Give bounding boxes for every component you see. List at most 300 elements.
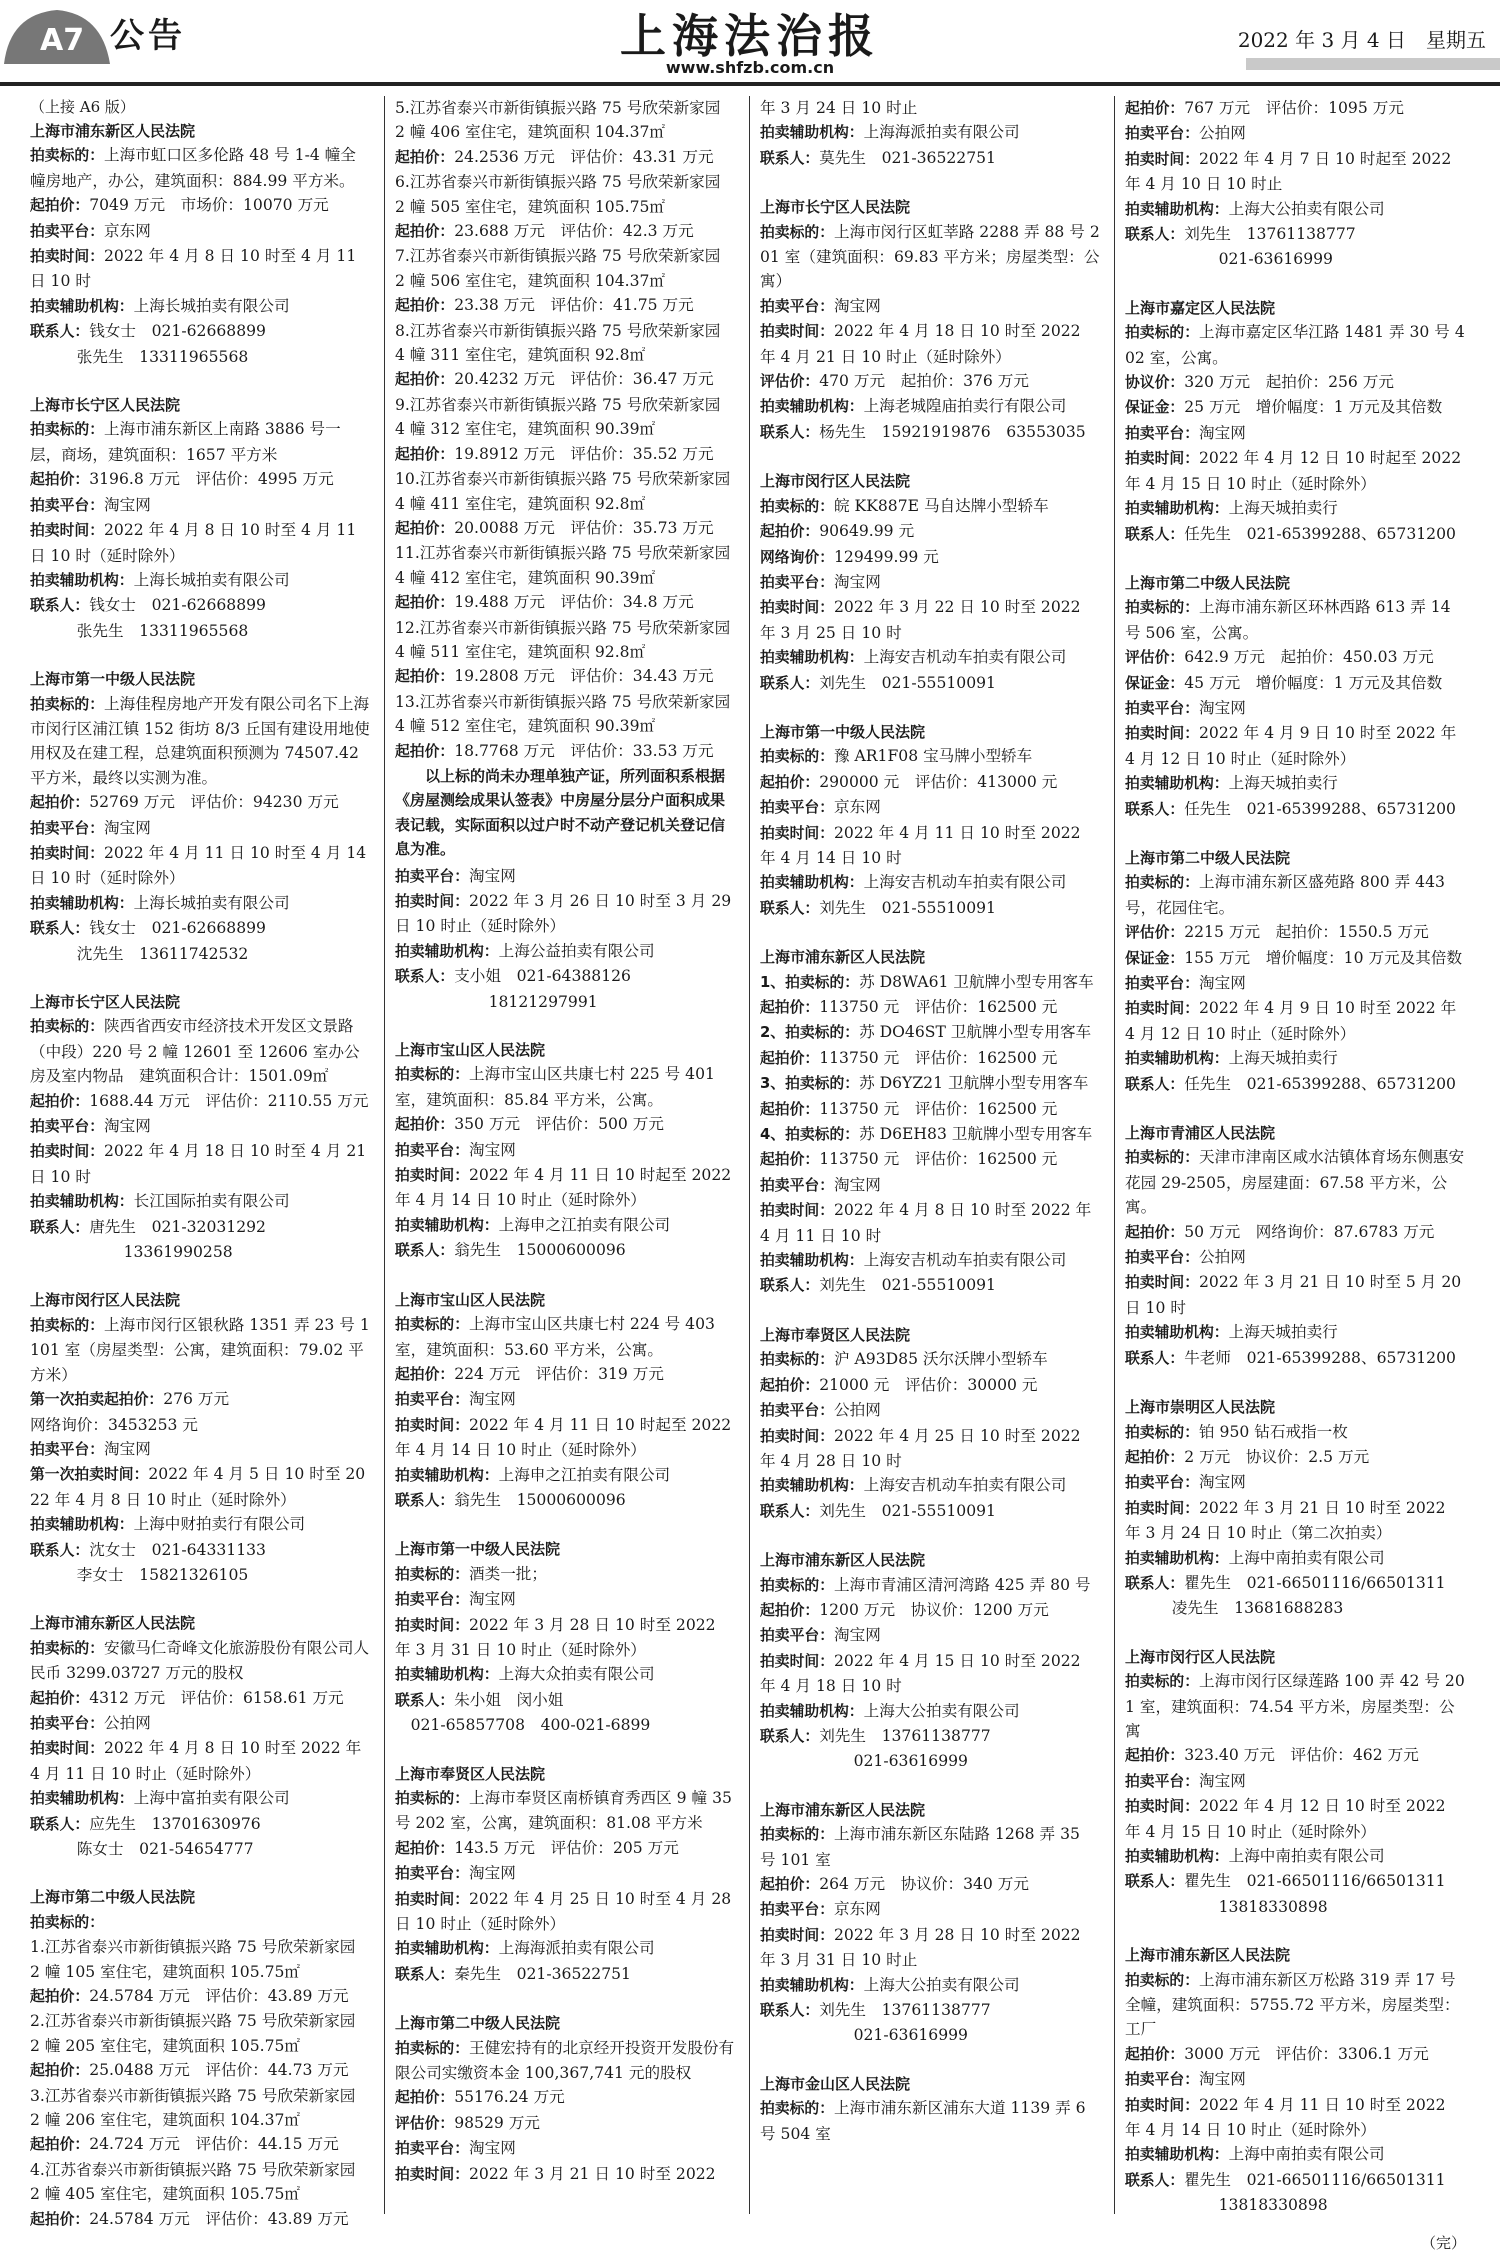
notice-line — [1125, 870, 1466, 920]
field-label: 第一次拍卖起拍价： — [30, 1391, 164, 1409]
notice-line — [395, 1163, 735, 1213]
notice-line — [760, 146, 1100, 171]
notice-line — [395, 2136, 735, 2161]
auction-notice — [760, 195, 1100, 445]
field-value: 苏 DO46ST 卫航牌小型专用客车 — [859, 1023, 1092, 1042]
notice-line — [30, 518, 370, 568]
notice-line — [395, 2036, 735, 2086]
field-value: 2022 年 4 月 18 日 10 时至 2022 年 4 月 21 日 10 时止（延时除外） — [760, 322, 1081, 366]
field-value: 凌先生 13681688283 — [1125, 1599, 1344, 1618]
field-label: 拍卖标的： — [1125, 324, 1199, 342]
notice-line — [30, 2132, 370, 2157]
field-value: 上海天城拍卖行 — [1228, 774, 1338, 793]
field-label: 网络询价： — [760, 548, 834, 566]
field-value: 淘宝网 — [104, 1439, 151, 1458]
field-label: 起拍价： — [30, 197, 90, 215]
court-name: 上海市长宁区人民法院 — [30, 993, 181, 1011]
field-label: 联系人： — [1125, 1349, 1185, 1367]
field-value: 113750 元 评估价：162500 元 — [819, 1099, 1058, 1118]
field-label: 起拍价： — [760, 773, 820, 791]
notice-line — [760, 545, 1100, 570]
field-value: 长江国际拍卖有限公司 — [133, 1192, 290, 1211]
field-value: 淘宝网 — [469, 1590, 516, 1609]
field-value: 上海市闵行区虹莘路 2288 弄 88 号 201 室（建筑面积：69.83 平方米；房屋类型：公寓） — [760, 222, 1100, 291]
notice-line — [1125, 496, 1466, 521]
field-value: 13361990258 — [30, 1243, 233, 1262]
field-label: 拍卖时间： — [760, 1427, 834, 1445]
notice-line — [1125, 1072, 1466, 1097]
notice-line — [760, 1398, 1100, 1423]
field-value: 王健宏持有的北京经开投资开发股份有限公司实缴资本金 100,367,741 元的股权 — [395, 2038, 735, 2083]
field-value: 2.江苏省泰兴市新街镇振兴路 75 号欣荣新家园 2 幢 205 室住宅，建筑面积 105.75㎡ — [30, 2012, 356, 2055]
notice-line — [760, 294, 1100, 319]
notice-line — [760, 671, 1100, 696]
field-label: 联系人： — [1125, 1574, 1185, 1592]
field-label: 拍卖标的： — [1125, 1423, 1199, 1441]
field-value: 钱女士 021-62668899 — [89, 322, 266, 341]
field-value: 2022 年 4 月 5 日 10 时至 2022 年 4 月 8 日 10 时止（延时除外） — [30, 1465, 366, 1509]
field-label: 拍卖辅助机构： — [30, 894, 134, 912]
notice-line — [30, 816, 370, 841]
field-value: 上海市浦东新区东陆路 1268 弄 35 号 101 室 — [760, 1825, 1080, 1869]
field-value: 7049 万元 市场价：10070 万元 — [89, 196, 329, 215]
notice-line — [760, 1473, 1100, 1498]
field-label: 拍卖平台： — [1125, 1474, 1199, 1492]
notice-line — [760, 1598, 1100, 1623]
field-value: 98529 万元 — [454, 2113, 540, 2132]
court-name: 上海市第二中级人民法院 — [395, 2014, 561, 2033]
field-label: 拍卖时间： — [1125, 150, 1199, 168]
field-label: 拍卖标的： — [395, 1066, 469, 1084]
field-label: 起拍价： — [395, 668, 455, 686]
field-label: 拍卖辅助机构： — [30, 1790, 134, 1808]
field-label: 拍卖平台： — [30, 496, 104, 514]
notice-line — [30, 619, 370, 643]
field-value: 上海长城拍卖有限公司 — [133, 296, 290, 315]
notice-line — [1125, 1445, 1466, 1470]
notice-line — [1125, 645, 1466, 670]
notice-line — [1125, 946, 1466, 971]
field-label: 联系人： — [30, 1541, 90, 1559]
auction-notice — [1125, 846, 1466, 1097]
notice-line — [1125, 395, 1466, 420]
auction-notice — [760, 1798, 1100, 2048]
field-value: 上海中富拍卖有限公司 — [133, 1789, 290, 1808]
auction-notice — [760, 945, 1100, 1299]
field-label: 拍卖辅助机构： — [760, 1702, 864, 1720]
field-value: 3196.8 万元 评估价：4995 万元 — [89, 470, 334, 489]
field-label: 联系人： — [760, 1502, 820, 1520]
notice-line — [395, 1887, 735, 1937]
field-label: 拍卖时间： — [1125, 450, 1199, 468]
notice-line — [30, 1563, 370, 1587]
notice-line — [760, 519, 1100, 544]
field-value: 莫先生 021-36522751 — [819, 148, 996, 167]
notice-line — [1125, 2193, 1466, 2217]
field-value: 2022 年 4 月 8 日 10 时至 4 月 11 日 10 时（延时除外） — [30, 521, 357, 565]
field-value: 2022 年 4 月 25 日 10 时至 4 月 28 日 10 时止（延时除外） — [395, 1889, 732, 1934]
notice-line — [30, 1387, 370, 1412]
field-value: 45 万元 增价幅度：1 万元及其倍数 — [1184, 673, 1443, 692]
field-value: 2022 年 4 月 15 日 10 时至 2022 年 4 月 18 日 10 时 — [760, 1651, 1081, 1696]
field-value: 瞿先生 021-66501116/66501311 — [1184, 1872, 1446, 1891]
field-label: 起拍价： — [760, 1151, 820, 1169]
field-value: 上海天城拍卖行 — [1228, 499, 1338, 518]
field-label: 联系人： — [760, 149, 820, 167]
field-value: 2022 年 3 月 28 日 10 时至 2022 年 3 月 31 日 10 时止（延时除外） — [395, 1615, 716, 1659]
field-value: 网络询价：3453253 元 — [30, 1415, 198, 1434]
field-label: 拍卖平台： — [30, 222, 104, 240]
field-value: 上海市闵行区银秋路 1351 弄 23 号 1101 室（房屋类型：公寓，建筑面积：79.02 平方米） — [30, 1315, 370, 1384]
notice-line — [395, 616, 735, 665]
notice-line — [30, 1215, 370, 1240]
field-value: 2022 年 4 月 12 日 10 时至 2022 年 4 月 15 日 10 时止（延时除外） — [1125, 1797, 1446, 1841]
notice-line — [30, 2058, 370, 2083]
notice-line — [1125, 920, 1466, 945]
field-label: 拍卖时间： — [30, 1143, 104, 1161]
field-value: 上海市宝山区共康七村 225 号 401 室，建筑面积：85.84 平方米，公寓。 — [395, 1065, 715, 1109]
notice-line — [395, 170, 735, 219]
notice-line — [395, 244, 735, 293]
field-label: 拍卖平台： — [760, 1402, 834, 1420]
notice-line — [395, 541, 735, 590]
court-name: 上海市奉贤区人民法院 — [760, 1325, 911, 1344]
notice-line — [760, 1347, 1100, 1372]
field-value: 瞿先生 021-66501116/66501311 — [1184, 1573, 1446, 1592]
field-label: 拍卖标的： — [395, 2039, 469, 2057]
notice-line — [760, 1173, 1100, 1198]
field-label: 拍卖辅助机构： — [395, 1466, 499, 1484]
newspaper-url[interactable]: www.shfzb.com.cn — [665, 58, 835, 77]
auction-notice — [30, 1611, 370, 1861]
field-value: 2022 年 4 月 11 日 10 时至 2022 年 4 月 14 日 10 时 — [760, 823, 1081, 867]
field-value: 刘先生 021-55510091 — [819, 673, 996, 692]
field-label: 拍卖时间： — [30, 844, 104, 862]
notice-line — [760, 795, 1100, 820]
field-value: 143.5 万元 评估价：205 万元 — [454, 1838, 679, 1857]
field-label: 拍卖时间： — [395, 1616, 469, 1634]
notice-line — [1125, 1320, 1466, 1345]
field-value: 上海中财拍卖行有限公司 — [133, 1515, 306, 1534]
field-value: 2022 年 4 月 8 日 10 时至 2022 年 4 月 11 日 10 时止（延时除外） — [30, 1739, 362, 1783]
field-value: 翁先生 15000600096 — [454, 1490, 626, 1509]
field-value: 13818330898 — [1125, 2196, 1328, 2215]
notice-line — [30, 1786, 370, 1811]
field-value: 上海老城隍庙拍卖行有限公司 — [863, 397, 1067, 416]
field-label: 联系人： — [1125, 800, 1185, 818]
field-label: 起拍价： — [30, 1988, 90, 2006]
field-label: 拍卖时间： — [1125, 1499, 1199, 1517]
court-name: 上海市金山区人民法院 — [760, 2074, 911, 2093]
field-value: 021-63616999 — [760, 2026, 968, 2045]
field-label: 拍卖平台： — [1125, 1249, 1199, 1267]
field-label: 拍卖辅助机构： — [760, 398, 864, 416]
continued-note: （上接 A6 版） — [30, 98, 135, 116]
notice-line — [30, 1512, 370, 1537]
court-name: 上海市浦东新区人民法院 — [760, 1551, 926, 1570]
field-label: 1、拍卖标的： — [760, 973, 860, 991]
notice-line — [1125, 996, 1466, 1046]
notice-line — [1125, 1496, 1466, 1546]
notice-line — [760, 1071, 1100, 1096]
notice-line — [395, 1112, 735, 1137]
field-label: 拍卖时间： — [30, 522, 104, 540]
notice-line — [395, 1962, 735, 1987]
field-label: 联系人： — [1125, 226, 1185, 244]
field-label: 拍卖时间： — [395, 1890, 469, 1908]
notice-line — [760, 1724, 1100, 1749]
header-shade-bar — [1246, 58, 1500, 70]
field-label: 联系人： — [395, 1242, 455, 1260]
field-value: 13818330898 — [1125, 1897, 1328, 1916]
field-value: 350 万元 评估价：500 万元 — [454, 1115, 664, 1134]
field-value: 642.9 万元 起拍价：450.03 万元 — [1184, 648, 1434, 667]
notice-line — [30, 1437, 370, 1462]
notice-line — [395, 1488, 735, 1513]
notice-line — [30, 294, 370, 319]
court-name: 上海市第二中级人民法院 — [1125, 848, 1291, 867]
notice-line — [30, 790, 370, 815]
field-value: 刘先生 13761138777 — [1184, 225, 1356, 244]
notice-line — [395, 1562, 735, 1587]
field-value: 52769 万元 评估价：94230 万元 — [89, 793, 339, 812]
notice-line — [760, 1699, 1100, 1724]
notice-line — [760, 1273, 1100, 1298]
notice-line — [1125, 1869, 1466, 1894]
field-value: 上海市浦东新区盛苑路 800 弄 443 号，花园住宅。 — [1125, 873, 1445, 917]
field-value: 上海中南拍卖有限公司 — [1228, 2145, 1385, 2164]
court-name: 上海市奉贤区人民法院 — [395, 1764, 546, 1783]
auction-notice — [1125, 1645, 1466, 1919]
field-label: 拍卖辅助机构： — [30, 1516, 134, 1534]
court-name: 上海市闵行区人民法院 — [30, 1291, 181, 1310]
field-label: 拍卖辅助机构： — [30, 297, 134, 315]
field-value: 淘宝网 — [1199, 1473, 1246, 1492]
notice-line — [395, 1587, 735, 1612]
auction-notice — [30, 667, 370, 966]
issue-date: 2022 年 3 月 4 日 星期五 — [1237, 28, 1486, 52]
header-rule — [0, 82, 1500, 86]
auction-notice — [30, 393, 370, 643]
field-label: 拍卖时间： — [395, 2165, 469, 2183]
field-value: 公拍网 — [834, 1401, 881, 1420]
notice-line — [1125, 1895, 1466, 1919]
field-value: 021-63616999 — [760, 1752, 968, 1771]
field-value: 13.江苏省泰兴市新街镇振兴路 75 号欣荣新家园 4 幢 512 室住宅，建筑面积 90.39㎡ — [395, 692, 731, 736]
notice-line — [30, 2158, 370, 2207]
field-value: 淘宝网 — [104, 818, 151, 837]
notice-line — [395, 664, 735, 689]
field-value: 2022 年 4 月 18 日 10 时至 4 月 21 日 10 时 — [30, 1142, 367, 1186]
notice-line — [30, 1189, 370, 1214]
notice-line — [395, 1362, 735, 1387]
notice-line — [30, 1984, 370, 2009]
field-value: 21000 元 评估价：30000 元 — [819, 1375, 1038, 1394]
notice-line — [395, 393, 735, 442]
field-label: 联系人： — [1125, 525, 1185, 543]
auction-notice — [1125, 1121, 1466, 1371]
notice-column — [750, 96, 1115, 2214]
field-value: 19.488 万元 评估价：34.8 万元 — [454, 593, 694, 612]
notice-line — [1125, 1220, 1466, 1245]
field-label: 拍卖辅助机构： — [30, 571, 134, 589]
notice-line — [760, 870, 1100, 895]
notice-line — [30, 1736, 370, 1786]
notice-line — [30, 942, 370, 966]
newspaper-logo: 上海法治报 — [620, 9, 880, 63]
field-label: 评估价： — [1125, 649, 1185, 667]
notice-line — [30, 1636, 370, 1686]
notice-line — [760, 1373, 1100, 1398]
court-name: 上海市浦东新区人民法院 — [30, 1614, 196, 1633]
field-label: 起拍价： — [30, 2136, 90, 2154]
notice-line — [395, 1713, 735, 1737]
field-value: 淘宝网 — [834, 1626, 881, 1645]
notice-line — [1125, 771, 1466, 796]
field-value: 上海大公拍卖有限公司 — [863, 1701, 1020, 1720]
field-value: 24.5784 万元 评估价：43.89 万元 — [89, 1987, 349, 2006]
field-label: 起拍价： — [395, 223, 455, 241]
notice-line — [760, 1097, 1100, 1122]
field-value: 任先生 021-65399288、65731200 — [1184, 524, 1456, 543]
field-value: 021-65857708 400-021-6899 — [395, 1716, 651, 1735]
field-label: 拍卖平台： — [395, 1391, 469, 1409]
page-number: A7 — [40, 23, 85, 58]
notice-line — [1125, 1346, 1466, 1371]
notice-line — [30, 1462, 370, 1512]
field-value: 上海中南拍卖有限公司 — [1228, 1847, 1385, 1865]
auction-notice — [1125, 571, 1466, 822]
court-name: 上海市闵行区人民法院 — [760, 472, 911, 491]
notice-line — [30, 1538, 370, 1563]
field-label: 拍卖辅助机构： — [395, 1940, 499, 1958]
court-name: 上海市宝山区人民法院 — [395, 1041, 546, 1060]
field-value: 上海长城拍卖有限公司 — [133, 893, 290, 912]
field-value: 公拍网 — [1199, 124, 1246, 143]
notice-line — [1125, 121, 1466, 146]
field-value: 任先生 021-65399288、65731200 — [1184, 1074, 1456, 1093]
field-value: 沪 A93D85 沃尔沃牌小型轿车 — [834, 1350, 1048, 1369]
field-value: 25.0488 万元 评估价：44.73 万元 — [89, 2061, 349, 2080]
notice-line — [1125, 1743, 1466, 1768]
notice-line — [395, 1312, 735, 1362]
field-label: 拍卖辅助机构： — [1125, 1324, 1229, 1342]
field-value: 1.江苏省泰兴市新街镇振兴路 75 号欣荣新家园 2 幢 105 室住宅，建筑面积 105.75㎡ — [30, 1938, 356, 1981]
notice-line — [760, 1973, 1100, 1998]
field-label: 3、拍卖标的： — [760, 1075, 860, 1093]
field-value: 2022 年 4 月 9 日 10 时至 2022 年 4 月 12 日 10 时止（延时除外） — [1125, 999, 1457, 1043]
auction-notice — [1125, 1943, 1466, 2217]
notice-line — [395, 964, 735, 989]
field-label: 联系人： — [395, 1491, 455, 1509]
notice-line — [30, 2207, 370, 2232]
field-value: 2022 年 3 月 26 日 10 时至 3 月 29 日 10 时止（延时除外） — [395, 892, 732, 936]
field-label: 联系人： — [760, 1727, 820, 1745]
field-value: 上海中南拍卖有限公司 — [1228, 1548, 1385, 1567]
field-value: 陈女士 021-54654777 — [30, 1840, 254, 1858]
notice-line — [760, 970, 1100, 995]
notice-line — [1125, 1145, 1466, 1219]
field-label: 起拍价： — [760, 1049, 820, 1067]
notice-line — [395, 1836, 735, 1861]
field-label: 拍卖平台： — [1125, 1772, 1199, 1790]
notice-line — [30, 493, 370, 518]
field-value: 翁先生 15000600096 — [454, 1241, 626, 1260]
field-value: 淘宝网 — [469, 1864, 516, 1883]
field-label: 拍卖标的： — [760, 1826, 834, 1844]
field-label: 联系人： — [30, 323, 90, 341]
field-label: 联系人： — [760, 899, 820, 917]
field-label: 拍卖平台： — [30, 819, 104, 837]
notice-line — [1125, 96, 1466, 121]
notice-line — [30, 916, 370, 941]
field-label: 拍卖平台： — [760, 573, 834, 591]
notice-line — [1125, 696, 1466, 721]
field-label: 拍卖平台： — [760, 297, 834, 315]
field-value: 淘宝网 — [834, 1175, 881, 1194]
notice-line — [1125, 1794, 1466, 1844]
field-value: 上海市浦东新区上南路 3886 号一层，商场，建筑面积：1657 平方米 — [30, 420, 341, 464]
field-label: 拍卖标的： — [1125, 599, 1199, 617]
field-value: 50 万元 网络询价：87.6783 万元 — [1184, 1222, 1435, 1241]
field-label: 起拍价： — [760, 523, 820, 541]
auction-notice — [1125, 1395, 1466, 1621]
field-value: 上海佳程房地产开发有限公司名下上海市闵行区浦江镇 152 街坊 8/3 丘国有建设用地使用权及在建工程，总建筑面积预测为 74507.42 平方米，最终以实测为准。 — [30, 694, 370, 787]
notice-line — [1125, 1669, 1466, 1743]
field-value: 钱女士 021-62668899 — [89, 596, 266, 615]
field-value: 224 万元 评估价：319 万元 — [454, 1364, 664, 1383]
notice-line — [30, 1014, 370, 1088]
notice-line — [760, 369, 1100, 394]
field-label: 拍卖标的： — [30, 421, 104, 439]
field-label: 拍卖标的： — [760, 1351, 834, 1369]
notice-line — [395, 939, 735, 964]
field-label: 拍卖辅助机构： — [760, 1477, 864, 1495]
field-value: 5.江苏省泰兴市新街镇振兴路 75 号欣荣新家园 2 幢 406 室住宅，建筑面积 104.37㎡ — [395, 99, 721, 142]
auction-notice — [30, 1288, 370, 1587]
field-value: 沈女士 021-64331133 — [89, 1540, 266, 1559]
field-label: 联系人： — [760, 2002, 820, 2020]
field-value: 129499.99 元 — [834, 547, 939, 566]
field-label: 拍卖标的： — [760, 748, 834, 766]
field-value: 淘宝网 — [1199, 423, 1246, 442]
field-value: 苏 D6EH83 卫航牌小型专用客车 — [859, 1125, 1093, 1144]
notice-line — [30, 467, 370, 492]
notice-line — [30, 593, 370, 618]
notice-line — [30, 417, 370, 467]
field-label: 拍卖平台： — [395, 1865, 469, 1883]
notice-line — [760, 1649, 1100, 1699]
field-label: 拍卖标的： — [30, 1316, 104, 1334]
field-label: 联系人： — [760, 674, 820, 692]
field-value: 上海市浦东新区万松路 319 弄 17 号全幢，建筑面积：5755.72 平方米，房屋类型：工厂 — [1125, 1970, 1460, 2039]
field-value: 1688.44 万元 评估价：2110.55 万元 — [89, 1091, 369, 1110]
field-label: 拍卖标的： — [30, 1018, 104, 1036]
field-value: 上海安吉机动车拍卖有限公司 — [863, 648, 1067, 667]
field-value: 支小姐 021-64388126 — [454, 967, 631, 986]
notice-line — [760, 1122, 1100, 1147]
notice-line — [395, 293, 735, 318]
field-label: 拍卖平台： — [395, 1591, 469, 1609]
field-value: 淘宝网 — [469, 1390, 516, 1409]
notice-line — [395, 990, 735, 1014]
notice-line — [1125, 721, 1466, 771]
field-value: 京东网 — [834, 798, 881, 817]
auction-notice — [760, 720, 1100, 921]
field-value: 上海天城拍卖行 — [1228, 1323, 1338, 1342]
field-label: 拍卖平台： — [1125, 125, 1199, 143]
field-value: 京东网 — [834, 1900, 881, 1919]
